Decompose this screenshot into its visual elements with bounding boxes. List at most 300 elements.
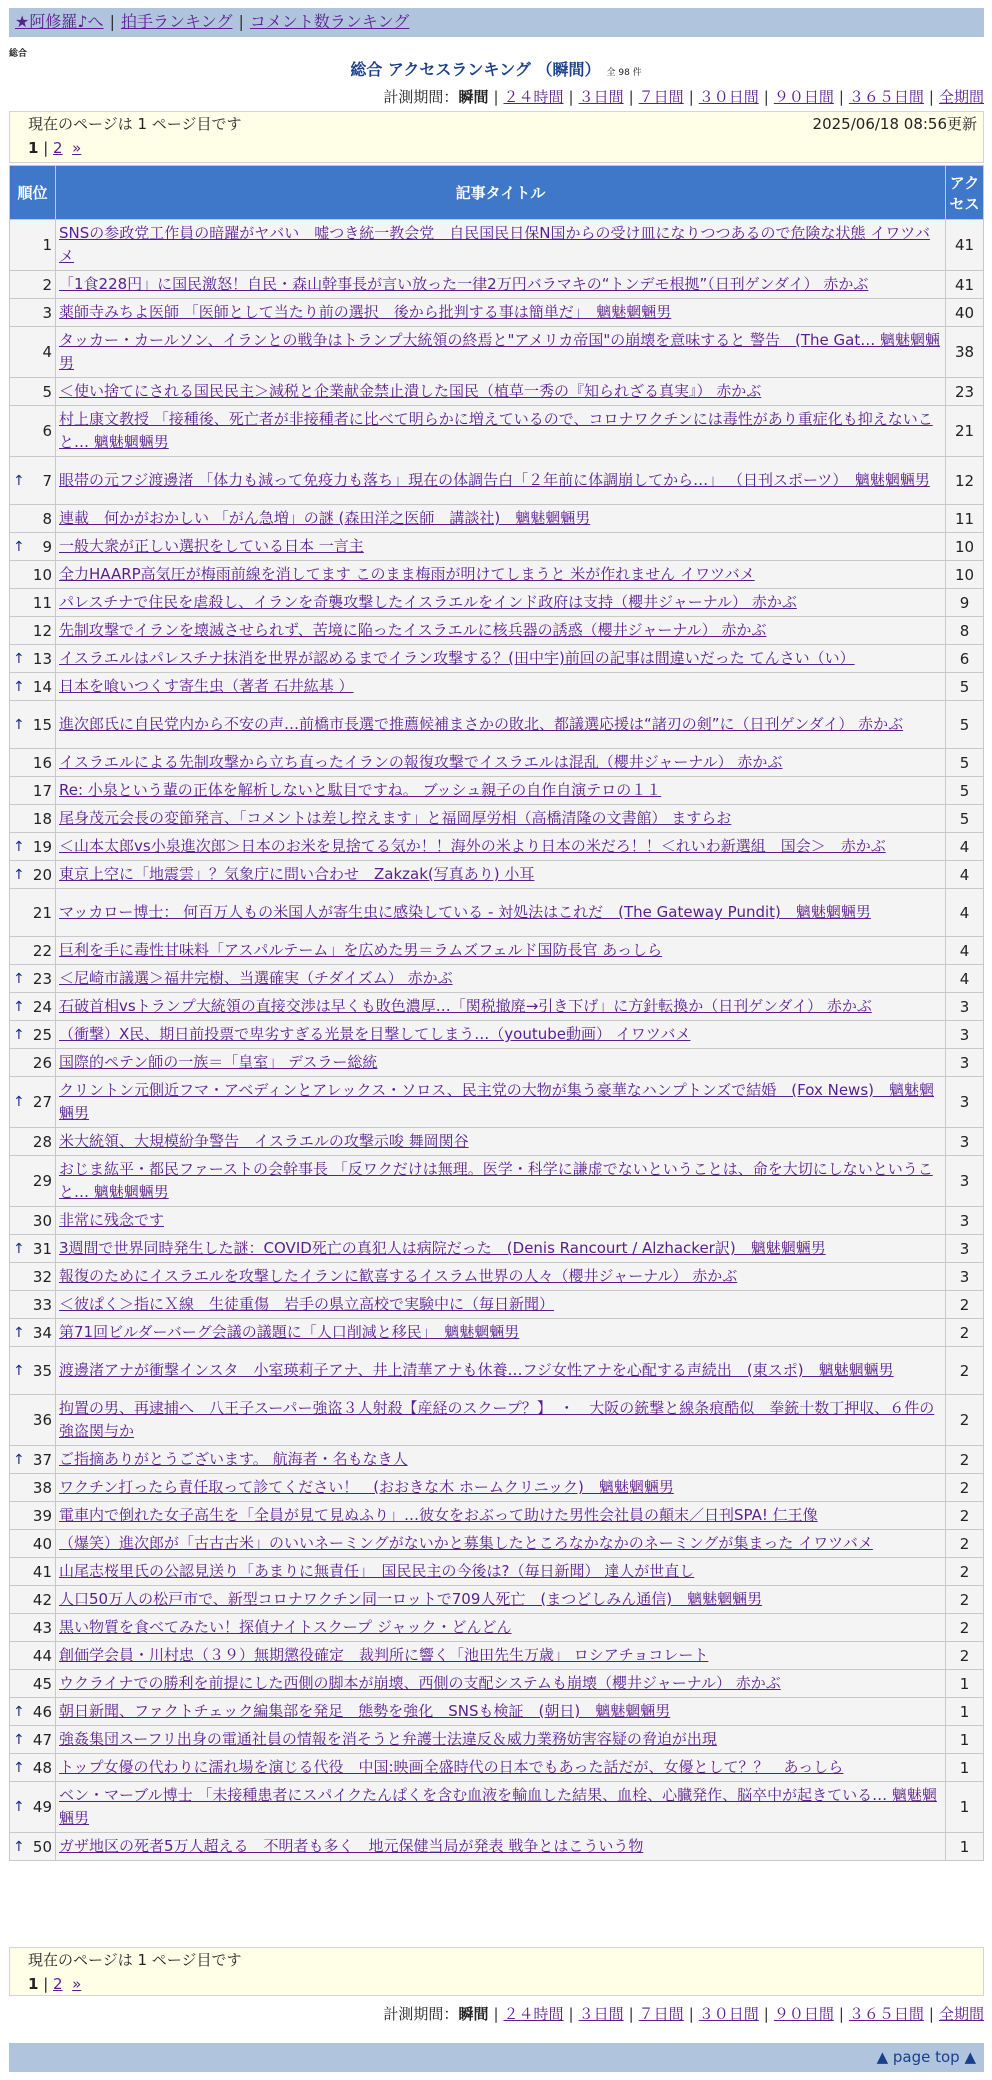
rank-number: 18: [32, 809, 52, 828]
period-7d-bottom[interactable]: ７日間: [638, 2005, 684, 2023]
article-link[interactable]: 第71回ビルダーバーグ会議の議題に「人口削減と移民」 魑魅魍魎男: [59, 1323, 520, 1341]
period-label: 計測期間：: [383, 88, 459, 106]
rank-cell: [10, 1833, 56, 1861]
rank-cell: [10, 645, 56, 673]
access-count: 2: [946, 1586, 984, 1614]
rank-cell: [10, 271, 56, 299]
article-link[interactable]: 創価学会員・川村忠（３９）無期懲役確定 裁判所に響く「池田先生万歳」 ロシアチョコレート: [59, 1646, 709, 1664]
title-cell: [56, 993, 946, 1021]
title-cell: [56, 1833, 946, 1861]
table-row: [10, 749, 984, 777]
page-2-link[interactable]: 2: [53, 139, 63, 157]
rank-cell: [10, 589, 56, 617]
article-link[interactable]: 眼帯の元フジ渡邊渚 「体力も減って免疫力も落ち」現在の体調告白「２年前に体調崩してから…」 （日刊スポーツ） 魑魅魍魎男: [59, 471, 930, 489]
rank-cell: [10, 1128, 56, 1156]
article-link[interactable]: 3週間で世界同時発生した謎：COVID死亡の真犯人は病院だった (Denis Rancourt / Alzhacker訳) 魑魅魍魎男: [59, 1239, 826, 1257]
period-current: 瞬間: [458, 88, 489, 106]
rank-number: 24: [32, 997, 52, 1016]
period-365d-bottom[interactable]: ３６５日間: [848, 2005, 924, 2023]
rank-number: 3: [42, 303, 52, 322]
table-row: [10, 271, 984, 299]
period-selector-bottom: 計測期間：瞬間 | ２４時間 | ３日間 | ７日間 | ３０日間 | ９０日間 | ３６５日間 | 全期間: [383, 2005, 984, 2023]
rank-up-arrow-icon: ↑: [13, 1759, 25, 1776]
title-cell: [56, 805, 946, 833]
rank-cell: [10, 1614, 56, 1642]
rank-number: 45: [32, 1674, 52, 1693]
title-cell: [56, 1698, 946, 1726]
article-link[interactable]: ご指摘ありがとうございます。 航海者・名もなき人: [59, 1450, 408, 1468]
period-90d-bottom[interactable]: ９０日間: [773, 2005, 834, 2023]
rank-cell: [10, 1558, 56, 1586]
rank-cell: [10, 833, 56, 861]
article-link[interactable]: クリントン元側近フマ・アベディンとアレックス・ソロス、民主党の大物が集う豪華なハンプトンズで結婚 (Fox News) 魑魅魍魎男: [59, 1081, 934, 1122]
table-row: [10, 1207, 984, 1235]
title-cell: [56, 589, 946, 617]
rank-cell: [10, 1474, 56, 1502]
article-link[interactable]: 人口50万人の松戸市で、新型コロナワクチン同一ロットで709人死亡 (まつどしみん通信) 魑魅魍魎男: [59, 1590, 763, 1608]
article-link[interactable]: 強姦集団スーフリ出身の電通社員の情報を消そうと弁護士法違反＆威力業務妨害容疑の脅迫が出現: [59, 1730, 717, 1748]
rank-cell: [10, 220, 56, 271]
page-1: 1: [28, 139, 39, 157]
rank-cell: [10, 1395, 56, 1446]
title-cell: [56, 1291, 946, 1319]
rank-number: 28: [32, 1132, 52, 1151]
access-count: 5: [946, 805, 984, 833]
table-row: [10, 1782, 984, 1833]
table-row: [10, 1021, 984, 1049]
title-cell: [56, 533, 946, 561]
access-count: 2: [946, 1558, 984, 1586]
bottom-bar: [9, 2043, 984, 2072]
rank-cell: [10, 1021, 56, 1049]
page-1-bottom: 1: [28, 1975, 39, 1993]
title-cell: [56, 1156, 946, 1207]
rank-cell: [10, 1530, 56, 1558]
rank-cell: [10, 937, 56, 965]
table-row: [10, 1319, 984, 1347]
article-link[interactable]: 巨利を手に毒性甘味料「アスパルテーム」を広めた男＝ラムズフェルド国防長官 あっしら: [59, 941, 663, 959]
article-link[interactable]: ベン・マーブル博士 「未接種患者にスパイクたんぱくを含む血液を輸血した結果、血栓、心臓発作、脳卒中が起きている… 魑魅魍魎男: [59, 1786, 937, 1827]
applause-ranking-link[interactable]: 拍手ランキング: [120, 12, 233, 31]
table-row: [10, 1263, 984, 1291]
table-row: [10, 299, 984, 327]
rank-number: 17: [32, 781, 52, 800]
rank-cell: [10, 1207, 56, 1235]
rank-up-arrow-icon: ↑: [13, 1324, 25, 1341]
rank-number: 44: [32, 1646, 52, 1665]
article-link[interactable]: 報復のためにイスラエルを攻撃したイランに歓喜するイスラム世界の人々（櫻井ジャーナル） 赤かぶ: [59, 1267, 738, 1285]
rank-cell: [10, 378, 56, 406]
rank-number: 1: [42, 236, 52, 254]
rank-cell: [10, 1670, 56, 1698]
rank-up-arrow-icon: ↑: [13, 1731, 25, 1748]
rank-number: 42: [32, 1590, 52, 1609]
rank-up-arrow-icon: ↑: [13, 716, 25, 733]
article-link[interactable]: トップ女優の代わりに濡れ場を演じる代役 中国:映画全盛時代の日本でもあった話だが、女優として？？ あっしら: [59, 1758, 844, 1776]
article-link[interactable]: ウクライナでの勝利を前提にした西側の脚本が崩壊、西側の支配システムも崩壊（櫻井ジャーナル） 赤かぶ: [59, 1674, 781, 1692]
rank-number: 16: [32, 753, 52, 772]
article-link[interactable]: マッカロー博士： 何百万人もの米国人が寄生虫に感染している - 対処法はこれだ (The Gateway Pundit) 魑魅魍魎男: [59, 903, 871, 921]
title-cell: [56, 1586, 946, 1614]
rank-number: 37: [32, 1450, 52, 1469]
title-cell: [56, 1558, 946, 1586]
rank-cell: [10, 457, 56, 505]
period-3d-bottom[interactable]: ３日間: [578, 2005, 624, 2023]
period-all-bottom[interactable]: 全期間: [938, 2005, 984, 2023]
rank-number: 6: [42, 422, 52, 440]
rank-number: 8: [42, 509, 52, 528]
access-count: 4: [946, 889, 984, 937]
rank-number: 31: [32, 1239, 52, 1258]
rank-number: 10: [32, 565, 52, 584]
updated-time: 2025/06/18 08:56更新: [812, 115, 977, 133]
title-cell: [56, 505, 946, 533]
article-link[interactable]: 一般大衆が正しい選択をしている日本 一言主: [59, 537, 364, 555]
access-count: 2: [946, 1502, 984, 1530]
table-row: [10, 645, 984, 673]
table-row: [10, 805, 984, 833]
title-cell: [56, 1128, 946, 1156]
ranking-title: 総合 アクセスランキング （瞬間）: [350, 60, 601, 79]
access-count: 3: [946, 1077, 984, 1128]
access-count: 2: [946, 1347, 984, 1395]
access-count: 40: [946, 299, 984, 327]
table-row: [10, 673, 984, 701]
access-count: 23: [946, 378, 984, 406]
ranking-table: [9, 165, 984, 1861]
rank-number: 38: [32, 1478, 52, 1497]
table-row: [10, 1586, 984, 1614]
period-7d[interactable]: ７日間: [638, 88, 684, 106]
article-link[interactable]: 渡邊渚アナが衝撃インスタ 小室瑛莉子アナ、井上清華アナも休養…フジ女性アナを心配する声続出 (東スポ) 魑魅魍魎男: [59, 1361, 894, 1379]
rank-up-arrow-icon: ↑: [13, 1240, 25, 1257]
rank-up-arrow-icon: ↑: [13, 650, 25, 667]
title-cell: [56, 1263, 946, 1291]
article-link[interactable]: イスラエルはパレスチナ抹消を世界が認めるまでイラン攻撃する？(田中宇)前回の記事は間違いだった てんさい（い）: [59, 649, 855, 667]
rank-number: 49: [32, 1798, 52, 1816]
rank-cell: [10, 1156, 56, 1207]
table-row: [10, 861, 984, 889]
pager-top: 現在のページは 1 ページ目です 2025/06/18 08:56更新 1 | 2 »: [9, 111, 984, 163]
access-count: 1: [946, 1726, 984, 1754]
rank-number: 41: [32, 1562, 52, 1581]
title-cell: [56, 1670, 946, 1698]
rank-cell: [10, 1698, 56, 1726]
table-row: [10, 457, 984, 505]
table-row: [10, 833, 984, 861]
title-cell: [56, 1021, 946, 1049]
title-cell: [56, 645, 946, 673]
access-count: 1: [946, 1782, 984, 1833]
table-row: [10, 965, 984, 993]
comment-ranking-link[interactable]: コメント数ランキング: [249, 12, 410, 31]
article-link[interactable]: 山尾志桜里氏の公認見送り「あまりに無責任」 国民民主の今後は?（毎日新聞） 達人が世直し: [59, 1562, 695, 1580]
table-row: [10, 993, 984, 1021]
table-row: [10, 1698, 984, 1726]
period-24h-bottom[interactable]: ２４時間: [503, 2005, 564, 2023]
period-24h[interactable]: ２４時間: [503, 88, 564, 106]
title-cell: [56, 1642, 946, 1670]
article-link[interactable]: 非常に残念です: [59, 1211, 165, 1229]
period-all[interactable]: 全期間: [938, 88, 984, 106]
table-row: [10, 1670, 984, 1698]
rank-cell: [10, 561, 56, 589]
rank-cell: [10, 1754, 56, 1782]
table-row: [10, 889, 984, 937]
rank-number: 32: [32, 1267, 52, 1286]
rank-number: 47: [32, 1730, 52, 1749]
access-count: 6: [946, 645, 984, 673]
rank-number: 43: [32, 1618, 52, 1637]
rank-number: 14: [32, 677, 52, 696]
rank-cell: [10, 749, 56, 777]
article-link[interactable]: 石破首相vsトランプ大統領の直接交渉は早くも敗色濃厚…「関税撤廃→引き下げ」に方針転換か（日刊ゲンダイ） 赤かぶ: [59, 997, 872, 1015]
pager-bottom: 現在のページは 1 ページ目です 1 | 2 »: [9, 1947, 984, 1996]
period-90d[interactable]: ９０日間: [773, 88, 834, 106]
title-cell: [56, 701, 946, 749]
title-cell: [56, 1614, 946, 1642]
table-row: [10, 1446, 984, 1474]
table-row: [10, 617, 984, 645]
rank-number: 21: [32, 903, 52, 922]
top-nav: ★阿修羅♪へ | 拍手ランキング | コメント数ランキング: [9, 8, 984, 37]
article-link[interactable]: 黒い物質を食べてみたい！探偵ナイトスクープ ジャック・どんどん: [59, 1618, 512, 1636]
title-cell: [56, 327, 946, 378]
access-count: 3: [946, 1156, 984, 1207]
access-count: 2: [946, 1642, 984, 1670]
table-row: [10, 1049, 984, 1077]
table-row: [10, 1833, 984, 1861]
table-row: [10, 406, 984, 457]
table-row: [10, 1558, 984, 1586]
article-link[interactable]: SNSの参政党工作員の暗躍がヤバい 嘘つき統一教会党 自民国民日保N国からの受け皿になりつつあるので危険な状態 イワツバメ: [59, 224, 930, 265]
title-cell: [56, 1754, 946, 1782]
article-link[interactable]: ＜山本太郎vs小泉進次郎＞日本のお米を見捨てる気か！！海外の米より日本の米だろ！！＜れいわ新選組 国会＞ 赤かぶ: [59, 837, 886, 855]
access-count: 2: [946, 1614, 984, 1642]
article-link[interactable]: 東京上空に「地震雲」？気象庁に問い合わせ Zakzak(写真あり) 小耳: [59, 865, 535, 883]
access-count: 12: [946, 457, 984, 505]
article-link[interactable]: 「1食228円」に国民激怒！自民・森山幹事長が言い放った一律2万円バラマキの“トンデモ根拠”（日刊ゲンダイ） 赤かぶ: [59, 275, 869, 293]
rank-number: 19: [32, 837, 52, 856]
rank-cell: [10, 1235, 56, 1263]
rank-up-arrow-icon: ↑: [13, 1026, 25, 1043]
title-cell: [56, 617, 946, 645]
title-cell: [56, 1347, 946, 1395]
col-access-header: アクセス: [946, 166, 984, 220]
article-link[interactable]: Re: 小泉という輩の正体を解析しないと駄目ですね。 ブッシュ親子の自作自演テロの１１: [59, 781, 662, 799]
table-row: [10, 1077, 984, 1128]
access-count: 2: [946, 1291, 984, 1319]
rank-number: 9: [42, 537, 52, 556]
access-count: 21: [946, 406, 984, 457]
rank-cell: [10, 965, 56, 993]
rank-up-arrow-icon: ↑: [13, 1094, 25, 1110]
title-cell: [56, 861, 946, 889]
period-label-bottom: 計測期間：: [383, 2005, 459, 2023]
access-count: 4: [946, 965, 984, 993]
article-link[interactable]: ＜使い捨てにされる国民民主＞減税と企業献金禁止潰した国民（植草一秀の『知られざる真実』） 赤かぶ: [59, 382, 762, 400]
article-link[interactable]: ＜尼崎市議選＞福井完樹、当選確実（チダイズム） 赤かぶ: [59, 969, 453, 987]
rank-cell: [10, 993, 56, 1021]
rank-number: 30: [32, 1211, 52, 1230]
table-row: [10, 1502, 984, 1530]
next-page-link[interactable]: »: [72, 139, 82, 157]
title-cell: [56, 378, 946, 406]
article-link[interactable]: パレスチナで住民を虐殺し、イランを奇襲攻撃したイスラエルをインド政府は支持（櫻井ジャーナル） 赤かぶ: [59, 593, 797, 611]
article-link[interactable]: 薬師寺みちよ医師 「医師として当たり前の選択 後から批判する事は簡単だ」 魑魅魍魎男: [59, 303, 672, 321]
title-cell: [56, 1446, 946, 1474]
section-label: 総合: [9, 49, 28, 59]
title-cell: [56, 271, 946, 299]
rank-cell: [10, 533, 56, 561]
rank-cell: [10, 617, 56, 645]
current-page-text: 現在のページは 1 ページ目です: [28, 115, 242, 133]
table-row: [10, 1642, 984, 1670]
rank-cell: [10, 777, 56, 805]
page-2-link-bottom[interactable]: 2: [53, 1975, 63, 1993]
title-cell: [56, 889, 946, 937]
title-cell: [56, 1319, 946, 1347]
article-link[interactable]: イスラエルによる先制攻撃から立ち直ったイランの報復攻撃でイスラエルは混乱（櫻井ジャーナル） 赤かぶ: [59, 753, 783, 771]
rank-cell: [10, 1077, 56, 1128]
title-cell: [56, 777, 946, 805]
title-cell: [56, 1077, 946, 1128]
rank-number: 20: [32, 865, 52, 884]
rank-number: 22: [32, 941, 52, 960]
rank-up-arrow-icon: ↑: [13, 1451, 25, 1468]
rank-cell: [10, 1642, 56, 1670]
article-link[interactable]: 米大統領、大規模紛争警告 イスラエルの攻撃示唆 舞岡関谷: [59, 1132, 469, 1150]
rank-cell: [10, 1586, 56, 1614]
rank-number: 2: [42, 275, 52, 294]
article-link[interactable]: 尾身茂元会長の変節発言、「コメントは差し控えます」と福岡厚労相（高橋清隆の文書館） ますらお: [59, 809, 732, 827]
article-link[interactable]: 日本を喰いつくす寄生虫（著者 石井紘基 ）: [59, 677, 354, 695]
table-row: [10, 378, 984, 406]
rank-number: 48: [32, 1758, 52, 1777]
table-row: [10, 589, 984, 617]
article-link[interactable]: おじま紘平・都民ファーストの会幹事長 「反ワクだけは無理。医学・科学に謙虚でないということは、命を大切にしないということ… 魑魅魍魎男: [59, 1160, 933, 1201]
article-link[interactable]: 村上康文教授 「接種後、死亡者が非接種者に比べて明らかに増えているので、コロナワクチンには毒性があり重症化も抑えないこと… 魑魅魍魎男: [59, 410, 933, 451]
rank-number: 34: [32, 1323, 52, 1342]
article-link[interactable]: 電車内で倒れた女子高生を「全員が見て見ぬふり」…彼女をおぶって助けた男性会社員の顛末／日刊SPA! 仁王像: [59, 1506, 818, 1524]
rank-up-arrow-icon: ↑: [13, 472, 25, 489]
article-link[interactable]: 朝日新聞、ファクトチェック編集部を発足 態勢を強化 SNSも検証 (朝日) 魑魅魍魎男: [59, 1702, 671, 1720]
title-cell: [56, 1235, 946, 1263]
access-count: 2: [946, 1319, 984, 1347]
rank-up-arrow-icon: ↑: [13, 1703, 25, 1720]
article-link[interactable]: タッカー・カールソン、イランとの戦争はトランプ大統領の終焉と"アメリカ帝国"の崩壊を意味すると 警告 (The Gat… 魑魅魍魎男: [59, 331, 941, 372]
access-count: 2: [946, 1446, 984, 1474]
access-count: 2: [946, 1395, 984, 1446]
title-cell: [56, 299, 946, 327]
rank-cell: [10, 701, 56, 749]
access-count: 4: [946, 937, 984, 965]
rank-cell: [10, 299, 56, 327]
article-link[interactable]: 連載 何かがおかしい 「がん急増」の謎 (森田洋之医師 講談社) 魑魅魍魎男: [59, 509, 591, 527]
rank-number: 12: [32, 621, 52, 640]
access-count: 4: [946, 833, 984, 861]
table-row: [10, 505, 984, 533]
table-row: [10, 1156, 984, 1207]
period-30d-bottom[interactable]: ３０日間: [698, 2005, 759, 2023]
access-count: 3: [946, 993, 984, 1021]
access-count: 5: [946, 701, 984, 749]
article-link[interactable]: 全力HAARP高気圧が梅雨前線を消してます このまま梅雨が明けてしまうと 米が作れません イワツバメ: [59, 565, 755, 583]
article-link[interactable]: （衝撃）X民、期日前投票で卑劣すぎる光景を目撃してしまう…（youtube動画） イワツバメ: [59, 1025, 691, 1043]
rank-cell: [10, 805, 56, 833]
access-count: 5: [946, 777, 984, 805]
title-cell: [56, 1395, 946, 1446]
period-3d[interactable]: ３日間: [578, 88, 624, 106]
rank-cell: [10, 1291, 56, 1319]
article-link[interactable]: 進次郎氏に自民党内から不安の声…前橋市長選で推薦候補まさかの敗北、都議選応援は“諸刃の剣”に（日刊ゲンダイ） 赤かぶ: [59, 715, 904, 733]
rank-number: 39: [32, 1506, 52, 1525]
rank-up-arrow-icon: ↑: [13, 1362, 25, 1379]
rank-number: 46: [32, 1702, 52, 1721]
rank-cell: [10, 1502, 56, 1530]
access-count: 41: [946, 220, 984, 271]
title-cell: [56, 561, 946, 589]
table-row: [10, 1395, 984, 1446]
rank-up-arrow-icon: ↑: [13, 838, 25, 855]
rank-up-arrow-icon: ↑: [13, 970, 25, 987]
rank-number: 11: [32, 593, 52, 612]
access-count: 8: [946, 617, 984, 645]
article-link[interactable]: 先制攻撃でイランを壊滅させられず、苦境に陥ったイスラエルに核兵器の誘惑（櫻井ジャーナル） 赤かぶ: [59, 621, 767, 639]
page-top-link[interactable]: ▲ page top ▲: [876, 2048, 976, 2066]
article-link[interactable]: ＜彼ぱく＞指にＸ線 生徒重傷 岩手の県立高校で実験中に（毎日新聞）: [59, 1295, 555, 1313]
article-link[interactable]: 国際的ペテン師の一族＝「皇室」 デスラー総統: [59, 1053, 378, 1071]
next-page-link-bottom[interactable]: »: [72, 1975, 82, 1993]
period-selector-top: 計測期間：瞬間 | ２４時間 | ３日間 | ７日間 | ３０日間 | ９０日間 | ３６５日間 | 全期間: [383, 88, 984, 106]
access-count: 5: [946, 749, 984, 777]
access-count: 3: [946, 1235, 984, 1263]
access-count: 3: [946, 1128, 984, 1156]
access-count: 3: [946, 1049, 984, 1077]
table-row: [10, 1614, 984, 1642]
period-30d[interactable]: ３０日間: [698, 88, 759, 106]
rank-cell: [10, 1446, 56, 1474]
article-link[interactable]: ワクチン打ったら責任取って診てください！ (おおきな木 ホームクリニック) 魑魅魍魎男: [59, 1478, 674, 1496]
article-link[interactable]: 拘置の男、再逮捕へ 八王子スーパー強盗３人射殺【産経のスクープ？】 ・ 大阪の銃撃と線条痕酷似 拳銃十数丁押収、６件の強盗関与か: [59, 1399, 935, 1440]
article-link[interactable]: （爆笑）進次郎が「古古古米」のいいネーミングがないかと募集したところなかなかのネーミングが集まった イワツバメ: [59, 1534, 873, 1552]
period-365d[interactable]: ３６５日間: [848, 88, 924, 106]
title-cell: [56, 1530, 946, 1558]
access-count: 3: [946, 1021, 984, 1049]
rank-cell: [10, 673, 56, 701]
rank-up-arrow-icon: ↑: [13, 538, 25, 555]
rank-number: 4: [42, 343, 52, 361]
article-link[interactable]: ガザ地区の死者5万人超える 不明者も多く 地元保健当局が発表 戦争とはこういう物: [59, 1837, 644, 1855]
access-count: 3: [946, 1207, 984, 1235]
rank-cell: [10, 1726, 56, 1754]
rank-number: 7: [42, 471, 52, 490]
rank-number: 36: [32, 1411, 52, 1429]
title-cell: [56, 965, 946, 993]
table-row: [10, 937, 984, 965]
col-title-header: 記事タイトル: [56, 166, 946, 220]
access-count: 9: [946, 589, 984, 617]
table-row: [10, 701, 984, 749]
rank-cell: [10, 327, 56, 378]
home-link[interactable]: ★阿修羅♪へ: [15, 12, 104, 31]
table-row: [10, 1474, 984, 1502]
table-row: [10, 777, 984, 805]
rank-cell: [10, 406, 56, 457]
access-count: 1: [946, 1670, 984, 1698]
title-cell: [56, 1782, 946, 1833]
current-page-text-bottom: 現在のページは 1 ページ目です: [28, 1951, 242, 1969]
